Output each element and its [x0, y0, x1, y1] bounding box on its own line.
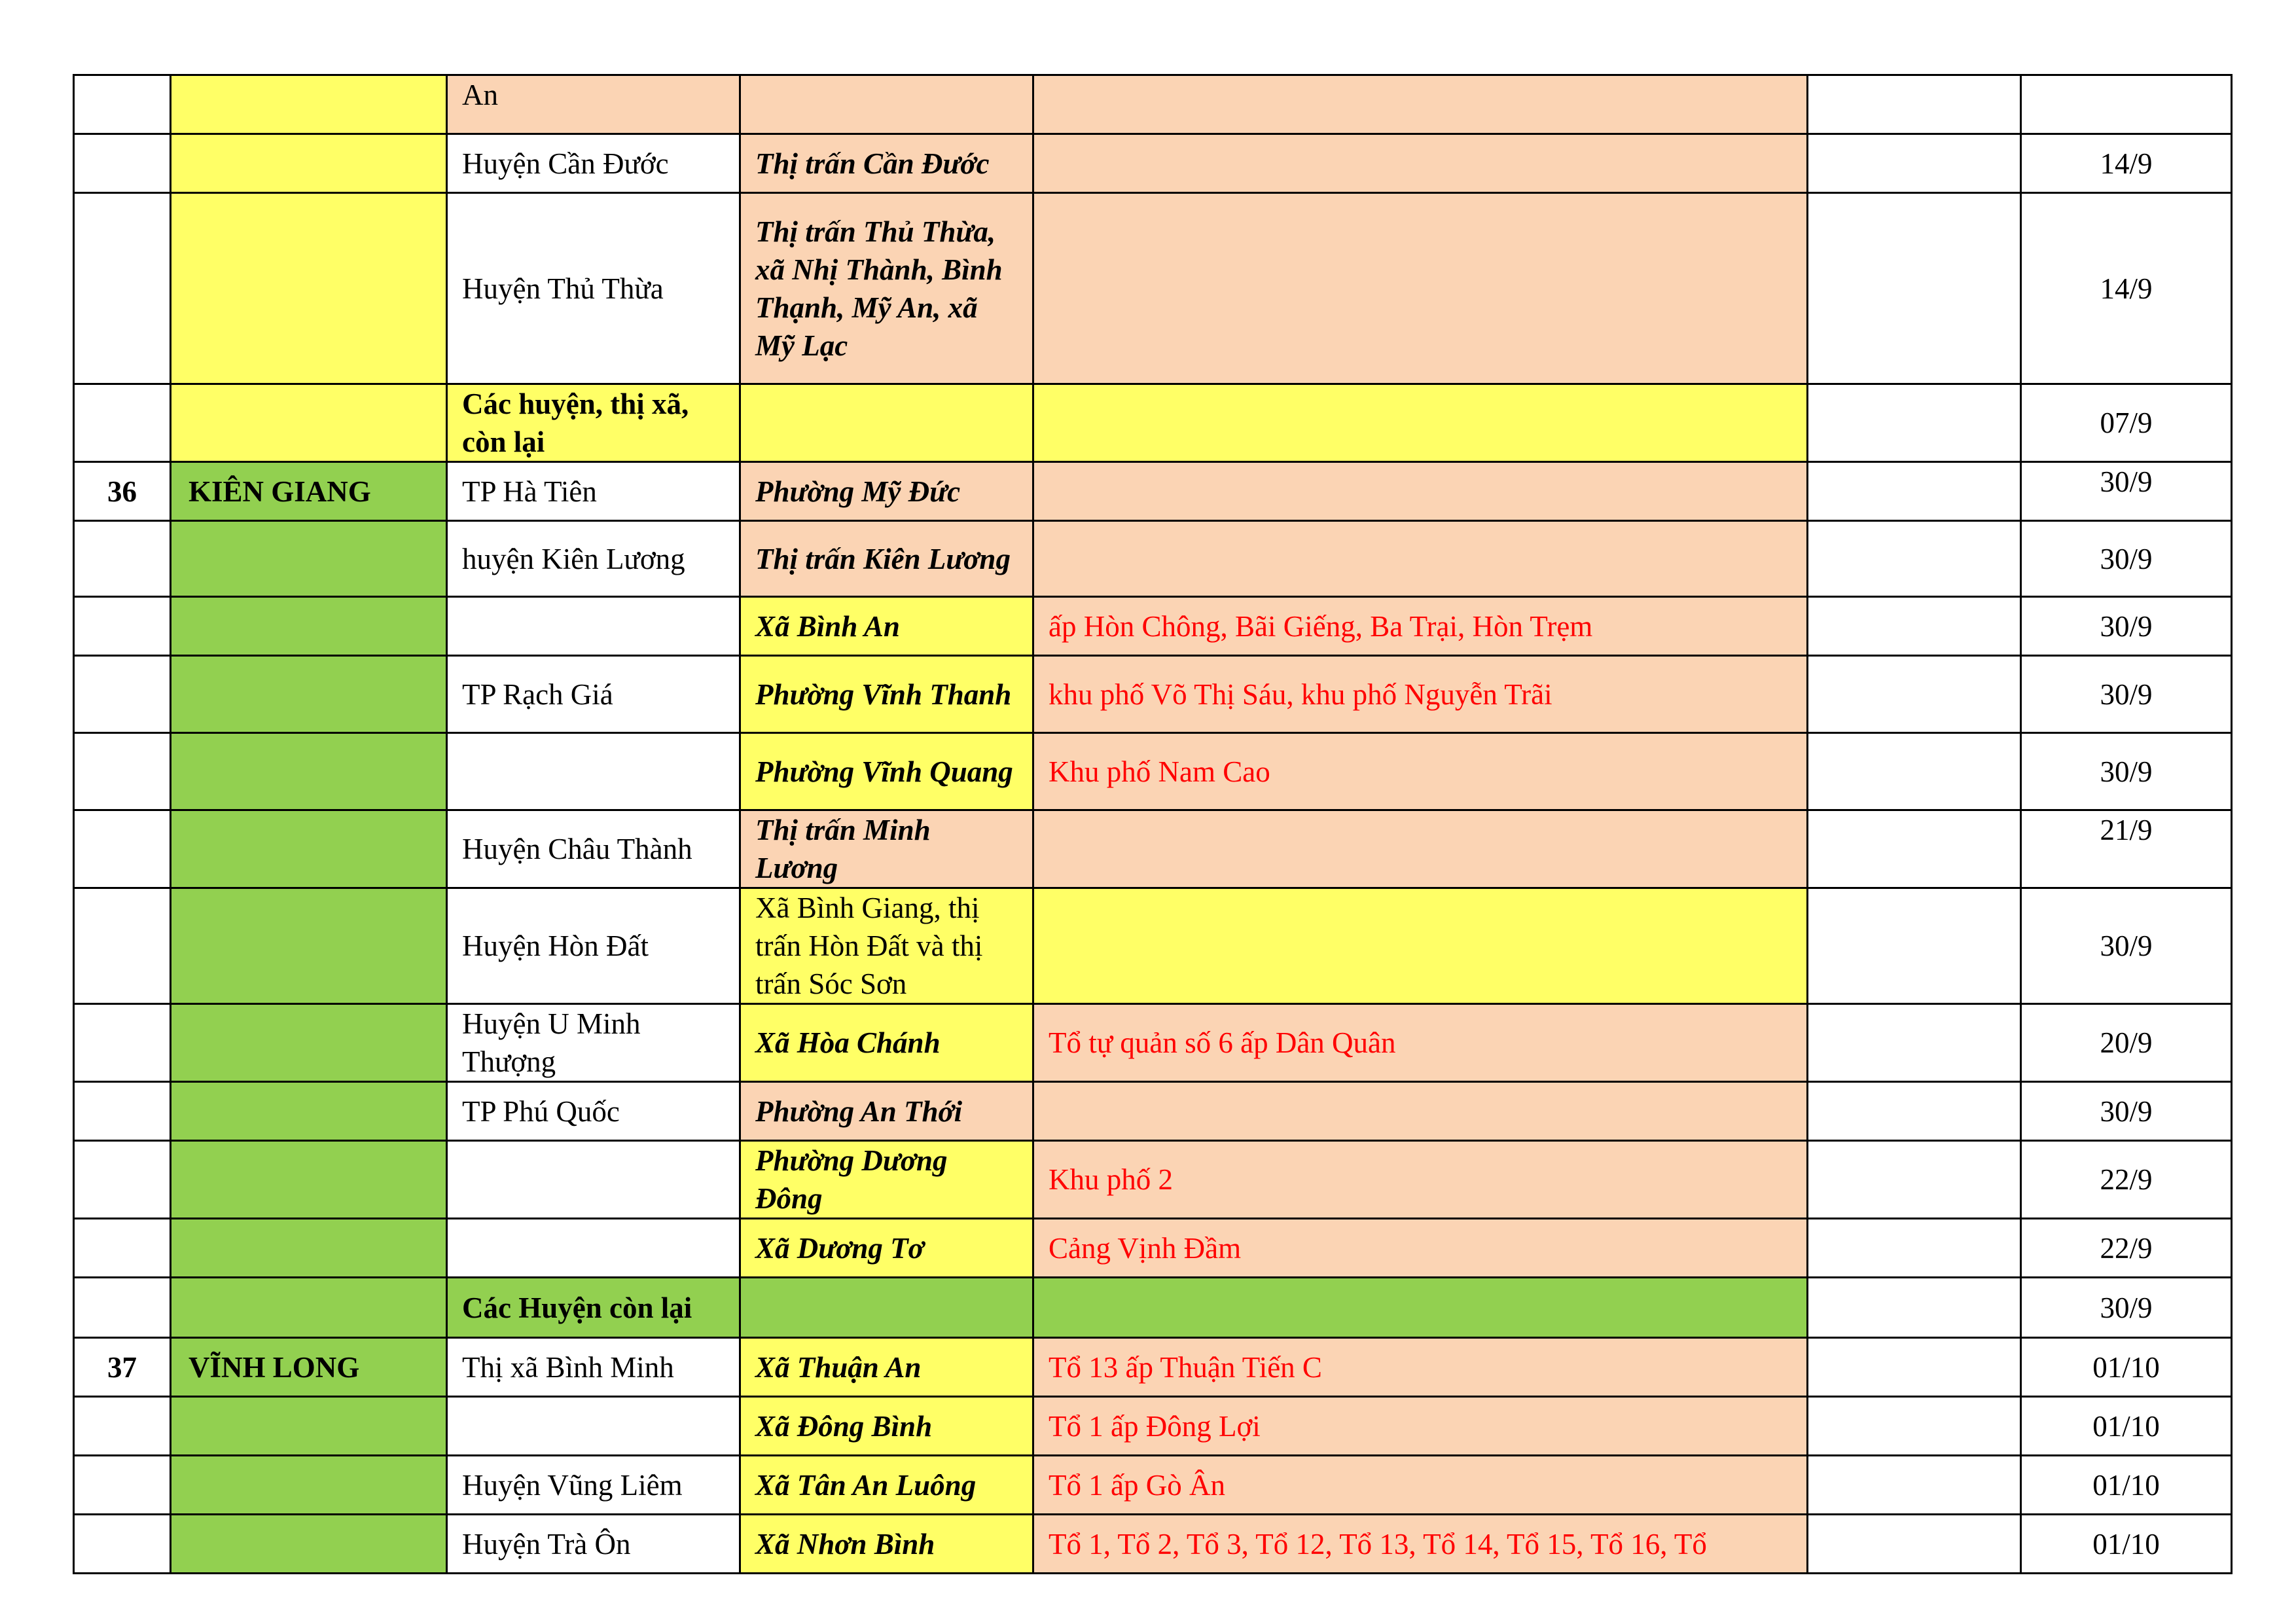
- table-row: [74, 1456, 2232, 1515]
- cell-district: Các Huyện còn lại: [447, 1278, 740, 1338]
- cell-area: [1033, 193, 1808, 384]
- cell-district: Huyện U Minh Thượng: [447, 1004, 740, 1082]
- cell-number: [74, 810, 171, 888]
- cell-area: [1033, 75, 1808, 134]
- cell-commune: Phường Mỹ Đức: [740, 462, 1033, 521]
- table-row: [74, 462, 2232, 521]
- cell-province: VĨNH LONG: [171, 1338, 447, 1397]
- cell-number: [74, 193, 171, 384]
- table-row: [74, 1338, 2232, 1397]
- table-row: [74, 888, 2232, 1004]
- table-row: [74, 75, 2232, 134]
- cell-date: 22/9: [2021, 1219, 2232, 1278]
- cell-date: 01/10: [2021, 1456, 2232, 1515]
- cell-province: [171, 1278, 447, 1338]
- cell-extra: [1808, 597, 2021, 656]
- cell-area: Tổ tự quản số 6 ấp Dân Quân: [1033, 1004, 1808, 1082]
- cell-area: Tổ 1 ấp Đông Lợi: [1033, 1397, 1808, 1456]
- cell-extra: [1808, 134, 2021, 193]
- cell-commune: Thị trấn Minh Lương: [740, 810, 1033, 888]
- cell-extra: [1808, 75, 2021, 134]
- cell-province: [171, 1456, 447, 1515]
- cell-extra: [1808, 1278, 2021, 1338]
- cell-number: [74, 888, 171, 1004]
- table-row: [74, 1515, 2232, 1574]
- cell-date: 22/9: [2021, 1141, 2232, 1219]
- table-row: [74, 1219, 2232, 1278]
- cell-district: Thị xã Bình Minh: [447, 1338, 740, 1397]
- table-body: [74, 75, 2232, 1574]
- table-row: [74, 1141, 2232, 1219]
- cell-date: 01/10: [2021, 1397, 2232, 1456]
- cell-number: 37: [74, 1338, 171, 1397]
- cell-province: [171, 597, 447, 656]
- cell-commune: Xã Đông Bình: [740, 1397, 1033, 1456]
- cell-extra: [1808, 1082, 2021, 1141]
- cell-date: 01/10: [2021, 1515, 2232, 1574]
- cell-commune: Phường Vĩnh Quang: [740, 733, 1033, 810]
- cell-province: [171, 1082, 447, 1141]
- cell-commune: Xã Tân An Luông: [740, 1456, 1033, 1515]
- cell-number: [74, 1141, 171, 1219]
- cell-district: Huyện Hòn Đất: [447, 888, 740, 1004]
- cell-extra: [1808, 384, 2021, 462]
- cell-area: [1033, 521, 1808, 597]
- cell-extra: [1808, 521, 2021, 597]
- cell-number: [74, 597, 171, 656]
- cell-date: 30/9: [2021, 1082, 2232, 1141]
- cell-commune: [740, 1278, 1033, 1338]
- cell-area: [1033, 134, 1808, 193]
- cell-number: [74, 1004, 171, 1082]
- cell-extra: [1808, 462, 2021, 521]
- table-row: [74, 597, 2232, 656]
- cell-date: 30/9: [2021, 462, 2232, 521]
- cell-area: [1033, 888, 1808, 1004]
- cell-date: 30/9: [2021, 597, 2232, 656]
- cell-commune: Xã Hòa Chánh: [740, 1004, 1033, 1082]
- cell-number: [74, 134, 171, 193]
- cell-commune: [740, 384, 1033, 462]
- cell-area: [1033, 1278, 1808, 1338]
- cell-number: [74, 1456, 171, 1515]
- cell-date: 30/9: [2021, 1278, 2232, 1338]
- cell-commune: Thị trấn Kiên Lương: [740, 521, 1033, 597]
- cell-province: [171, 1515, 447, 1574]
- cell-number: [74, 1219, 171, 1278]
- cell-number: [74, 656, 171, 733]
- table-row: [74, 1082, 2232, 1141]
- cell-district: Huyện Cần Đước: [447, 134, 740, 193]
- cell-extra: [1808, 1141, 2021, 1219]
- cell-number: [74, 1397, 171, 1456]
- cell-district: Huyện Trà Ôn: [447, 1515, 740, 1574]
- cell-date: [2021, 75, 2232, 134]
- cell-district: [447, 1397, 740, 1456]
- cell-area: [1033, 384, 1808, 462]
- cell-province: [171, 384, 447, 462]
- cell-province: [171, 888, 447, 1004]
- cell-extra: [1808, 888, 2021, 1004]
- cell-extra: [1808, 810, 2021, 888]
- table-row: [74, 1004, 2232, 1082]
- cell-district: Huyện Vũng Liêm: [447, 1456, 740, 1515]
- cell-province: [171, 521, 447, 597]
- cell-commune: [740, 75, 1033, 134]
- cell-area: Tổ 1, Tổ 2, Tổ 3, Tổ 12, Tổ 13, Tổ 14, Tổ 15, Tổ 16, Tổ: [1033, 1515, 1808, 1574]
- cell-number: [74, 1515, 171, 1574]
- cell-number: [74, 1278, 171, 1338]
- table-row: [74, 656, 2232, 733]
- cell-extra: [1808, 733, 2021, 810]
- cell-province: [171, 656, 447, 733]
- cell-extra: [1808, 1004, 2021, 1082]
- cell-date: 30/9: [2021, 888, 2232, 1004]
- cell-province: [171, 1219, 447, 1278]
- cell-extra: [1808, 1456, 2021, 1515]
- cell-province: [171, 1397, 447, 1456]
- cell-commune: Xã Dương Tơ: [740, 1219, 1033, 1278]
- table-row: [74, 1278, 2232, 1338]
- table-row: [74, 810, 2232, 888]
- cell-commune: Phường Vĩnh Thanh: [740, 656, 1033, 733]
- cell-area: Khu phố 2: [1033, 1141, 1808, 1219]
- cell-area: Khu phố Nam Cao: [1033, 733, 1808, 810]
- cell-district: [447, 1141, 740, 1219]
- cell-date: 20/9: [2021, 1004, 2232, 1082]
- cell-extra: [1808, 1515, 2021, 1574]
- schedule-table: [73, 74, 2233, 1574]
- cell-province: [171, 810, 447, 888]
- cell-province: [171, 134, 447, 193]
- cell-district: [447, 597, 740, 656]
- cell-number: [74, 733, 171, 810]
- cell-area: [1033, 462, 1808, 521]
- cell-district: TP Rạch Giá: [447, 656, 740, 733]
- table-row: [74, 521, 2232, 597]
- cell-district: [447, 733, 740, 810]
- table-row: [74, 134, 2232, 193]
- cell-area: Cảng Vịnh Đầm: [1033, 1219, 1808, 1278]
- cell-area: ấp Hòn Chông, Bãi Giếng, Ba Trại, Hòn Trẹm: [1033, 597, 1808, 656]
- cell-area: khu phố Võ Thị Sáu, khu phố Nguyễn Trãi: [1033, 656, 1808, 733]
- cell-extra: [1808, 656, 2021, 733]
- cell-date: 30/9: [2021, 733, 2232, 810]
- cell-extra: [1808, 1338, 2021, 1397]
- cell-area: Tổ 13 ấp Thuận Tiến C: [1033, 1338, 1808, 1397]
- cell-commune: Xã Bình An: [740, 597, 1033, 656]
- cell-extra: [1808, 1219, 2021, 1278]
- cell-district: [447, 1219, 740, 1278]
- cell-province: [171, 193, 447, 384]
- cell-commune: Xã Bình Giang, thị trấn Hòn Đất và thị trấn Sóc Sơn: [740, 888, 1033, 1004]
- cell-commune: Thị trấn Thủ Thừa, xã Nhị Thành, Bình Thạnh, Mỹ An, xã Mỹ Lạc: [740, 193, 1033, 384]
- cell-district: Huyện Thủ Thừa: [447, 193, 740, 384]
- cell-extra: [1808, 1397, 2021, 1456]
- cell-number: [74, 75, 171, 134]
- table-row: [74, 193, 2232, 384]
- table-row: [74, 1397, 2232, 1456]
- cell-commune: Phường Dương Đông: [740, 1141, 1033, 1219]
- cell-number: [74, 384, 171, 462]
- cell-commune: Thị trấn Cần Đước: [740, 134, 1033, 193]
- cell-date: 21/9: [2021, 810, 2232, 888]
- cell-province: [171, 1141, 447, 1219]
- cell-date: 30/9: [2021, 656, 2232, 733]
- cell-date: 30/9: [2021, 521, 2232, 597]
- cell-district: TP Phú Quốc: [447, 1082, 740, 1141]
- cell-date: 01/10: [2021, 1338, 2232, 1397]
- cell-number: [74, 1082, 171, 1141]
- cell-number: 36: [74, 462, 171, 521]
- cell-area: Tổ 1 ấp Gò Ân: [1033, 1456, 1808, 1515]
- cell-date: 14/9: [2021, 134, 2232, 193]
- cell-district: TP Hà Tiên: [447, 462, 740, 521]
- cell-area: [1033, 1082, 1808, 1141]
- cell-number: [74, 521, 171, 597]
- cell-area: [1033, 810, 1808, 888]
- table-row: [74, 733, 2232, 810]
- cell-province: [171, 733, 447, 810]
- cell-province: [171, 1004, 447, 1082]
- cell-commune: Xã Nhơn Bình: [740, 1515, 1033, 1574]
- cell-district: Huyện Châu Thành: [447, 810, 740, 888]
- cell-extra: [1808, 193, 2021, 384]
- cell-province: [171, 75, 447, 134]
- cell-date: 14/9: [2021, 193, 2232, 384]
- cell-district: An: [447, 75, 740, 134]
- cell-date: 07/9: [2021, 384, 2232, 462]
- cell-commune: Phường An Thới: [740, 1082, 1033, 1141]
- table-row: [74, 384, 2232, 462]
- cell-district: huyện Kiên Lương: [447, 521, 740, 597]
- cell-province: KIÊN GIANG: [171, 462, 447, 521]
- cell-district: Các huyện, thị xã, còn lại: [447, 384, 740, 462]
- cell-commune: Xã Thuận An: [740, 1338, 1033, 1397]
